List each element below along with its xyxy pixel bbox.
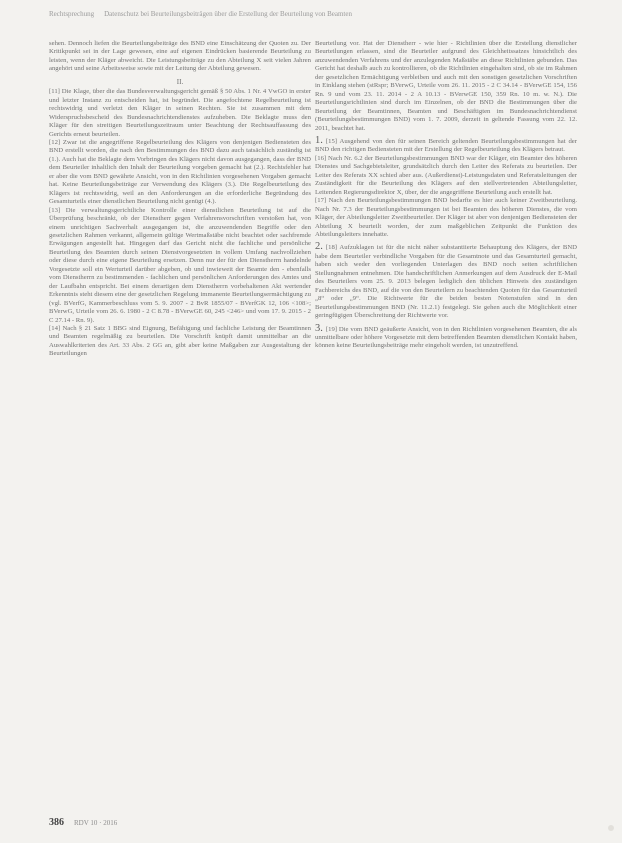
section-number-3: 3. (315, 322, 323, 334)
numbered-block-1 (315, 134, 577, 155)
page-footer (49, 817, 311, 828)
header-article-title: Datenschutz bei Beurteilungsbeiträgen über die Erstellung der Beurteilung von Beamten (104, 10, 352, 18)
left-column (49, 40, 311, 359)
paragraph-continued: sehen. Dennoch liefen die Beurteilungsbeiträge des BND eine Einschätzung der Quoten zu. Der Kritikpunkt sei in der Lage gewesen, eine auf eigenen Eindrücken basierende Beurteilung zu leisten, wenn der Kläger abweicht. Die Leistungsbeiträge zu den Abteilung X seit vielen Jahren angehört und seine Arbeitsweise sowie mit der Leitung der Abteilung gewesen. (49, 40, 311, 73)
section-number-1: 1. (315, 134, 323, 146)
paragraph-continued-right: Beurteilung vor. Hat der Dienstherr - wie hier - Richtlinien über die Erstellung dienstlicher Beurteilungen erlassen, sind die Beurteiler aufgrund des Gleichheitssatzes hinsichtlich des anzuwendenden Verfahrens und der anzulegenden Maßstäbe an diese Richtlinien gebunden. Das Gericht hat deshalb auch zu kontrollieren, ob die Richtlinien eingehalten sind, ob sie im Rahmen der gesetzlichen Ermächtigung verbleiben und auch mit den sonstigen gesetzlichen Vorschriften in Einklang stehen (stRspr; BVerwG, Urteile vom 26. 11. 2015 - 2 C 34.14 - BVerwGE 154, 156 Rn. 9 und vom 23. 11. 2014 - 2 A 10.13 - BVerwGE 150, 359 Rn. 10 m. w. N.). Die Beurteilungsrichtlinien sind durch im Einzelnen, ob der BND die Bestimmungen über die Beurteilung der Beamtinnen, Beamten und Beschäftigten im Bundesnachrichtendienst (Beurteilungsbestimmungen BND) vom 1. 7. 2009, derzeit in geltende Fassung vom 22. 12. 2011, beachtet hat. (315, 40, 577, 132)
page-corner-mark (608, 825, 614, 831)
paragraph-13: [13] Die verwaltungsgerichtliche Kontrolle einer dienstlichen Beurteilung ist auf die Überprüfung beschränkt, ob der Dienstherr gegen Verfahrensvorschriften verstoßen hat, von einem unrichtigen Sachverhalt ausgegangen ist, die anzuwendenden Begriffe oder den gesetzlichen Rahmen verkannt, allgemein gültige Wertmaßstäbe nicht beachtet oder sachfremde Erwägungen angestellt hat. Hingegen darf das Gericht nicht die fachliche und persönliche Beurteilung des Beamten durch seinen Dienstvorgesetzten in vollem Umfang nachvollziehen oder diese durch eine eigene Beurteilung ersetzen. Denn nur der für den Dienstherrn handelnde Vorgesetzte soll ein Werturteil darüber abgeben, ob und inwieweit der Beamte den - ebenfalls vom Dienstherrn zu bestimmenden - fachlichen und persönlichen Anforderungen des Amtes und der Laufbahn entspricht. Bei einem derartigen dem Dienstherrn vorbehaltenen Akt wertender Erkenntnis steht diesem eine der gesetzlichen Regelung immanente Beurteilungsermächtigung zu (vgl. BVerfG, Kammerbeschluss vom 5. 9. 2007 - 2 BvR 1855/07 - BVerfGK 12, 106 <108>; BVerwG, Urteile vom 26. 6. 1980 - 2 C 8.78 - BVerwGE 60, 245 <246> und vom 17. 9. 2015 - 2 C 27.14 - Rn. 9). (49, 206, 311, 324)
journal-issue: RDV 10 · 2016 (74, 819, 118, 827)
paragraph-19: [19] Die vom BND geäußerte Ansicht, von in den Richtlinien vorgesehenen Beamten, die als unmittelbare oder höhere Vorgesetzte mit dem betreffenden Beamten dienstlichen Kontakt haben, können keine Beurteilungsbeiträge mehr eingeholt werden, ist unzutreffend. (315, 325, 577, 350)
numbered-block-3 (315, 322, 577, 351)
paragraph-18: [18] Aufzuklagen ist für die nicht näher substantiierte Behauptung des Klägers, der BND habe dem Beurteiler verbindliche Vorgaben für die Gesamtnote und das Gesamturteil gemacht, haben sich weder den vorliegenden Unterlagen des BND noch seiten schriftlichen Stellungnahmen entnehmen. Die handschriftlichen Anmerkungen auf dem Ausdruck der E-Mail des Beurteilers vom 25. 9. 2013 belegen lediglich den üblichen Hinweis des zuständigen Fachbereichs des BND, auf die von den Beurteilern zu beachtenden Quoten für das Gesamturteil „8“ oder „9“. Die Richtwerte für die beiden besten Notenstufen sind in den Beurteilungsbestimmungen BND (Nr. 11.2.1) festgelegt. Sie gehen auch die Möglichkeit einer geringfügigen Überschreitung der Richtwerte vor. (315, 244, 577, 320)
paragraph-14: [14] Nach § 21 Satz 1 BBG sind Eignung, Befähigung und fachliche Leistung der Beamtinnen und Beamten regelmäßig zu beurteilen. Die Vorschrift knüpft damit unmittelbar an die Auswahlkriterien des Art. 33 Abs. 2 GG an, gibt aber keine Maßgaben zur Ausgestaltung der Beurteilungen (49, 324, 311, 358)
numbered-block-2 (315, 243, 577, 320)
header-section: Rechtsprechung (49, 10, 95, 18)
running-header (49, 10, 589, 18)
right-column (315, 40, 577, 351)
paragraph-17: [17] Nach den Beurteilungsbestimmungen BND bedarfte es hier auch keiner Zweitbeurteilung. Nach Nr. 7.3 der Beurteilungsbestimmungen ist bei Beamten des höheren Dienstes, die vom Kläger, der Abteilungsleiter Zweitbeurteiler. Der Kläger ist aber von denjenigen Bediensteten der Abteilung X beurteilt worden, der zum maßgeblichen Zeitpunkt die Funktion des Abteilungsleiters innehatte. (315, 197, 577, 238)
paragraph-16: [16] Nach Nr. 6.2 der Beurteilungsbestimmungen BND war der Kläger, ein Beamter des höheren Dienstes und Sachgebietsleiter, grundsätzlich durch den Leiter des Referats zu beurteilen. Der Leiter des Referats XX schied aber aus. (Außerdienst)-Leistungsdaten und Referatsleitungen der Zuständigkeit für die Beurteilung des Klägers auf den stellvertretenden Abteilungsleiter, Leitenden Regierungsdirektor X, über, der die angegriffene Beurteilung auch erstellt hat. (315, 154, 577, 196)
paragraph-12: [12] Zwar ist die angegriffene Regelbeurteilung des Klägers von denjenigen Bediensteten des BND erstellt worden, die nach den Bestimmungen des BND dazu auch tatsächlich zuständig ist (1.). Auch hat die Beklagte dem Vorbringen des Klägers nicht davon ausgegangen, dass der BND dem Beurteiler inhaltlich den Inhalt der Beurteilung vorgeben gemacht hat (2.). Rechtsfehler hat er aber die vom BND gewährte Ansicht, von in den Richtlinien vorgesehenen Vorgaben gemacht hat. Keine Beurteilungsbeiträge zur Verwendung des Klägers (3.). Die Regelbeurteilung des Klägers ist rechtswidrig, weil an den Anforderungen an die erforderliche Begründung des Gesamturteils einer dienstlichen Beurteilung nicht genügt (4.). (49, 138, 311, 206)
section-number-2: 2. (315, 241, 323, 253)
page-number: 386 (49, 817, 64, 828)
paragraph-15: [15] Ausgehend von den für seinen Bereich geltenden Beurteilungsbestimmungen hat der BND den richtigen Bediensteten mit der Erstellung der Regelbeurteilung des Klägers betraut. (315, 137, 577, 154)
section-number: II. (176, 77, 184, 86)
paragraph-11: [11] Die Klage, über die das Bundesverwaltungsgericht gemäß § 50 Abs. 1 Nr. 4 VwGO in erster und letzter Instanz zu entscheiden hat, ist begründet. Die angefochtene Regelbeurteilung ist rechtswidrig und verletzt den Kläger in seinen Rechten. Sie ist zusammen mit dem Widerspruchsbescheid des Bundesnachrichtendienstes aufzuheben. Die Beklagte muss den Kläger für den streitigen Beurteilungszeitraum unter Beachtung der Rechtsauffassung des Gerichts erneut beurteilen. (49, 88, 311, 138)
